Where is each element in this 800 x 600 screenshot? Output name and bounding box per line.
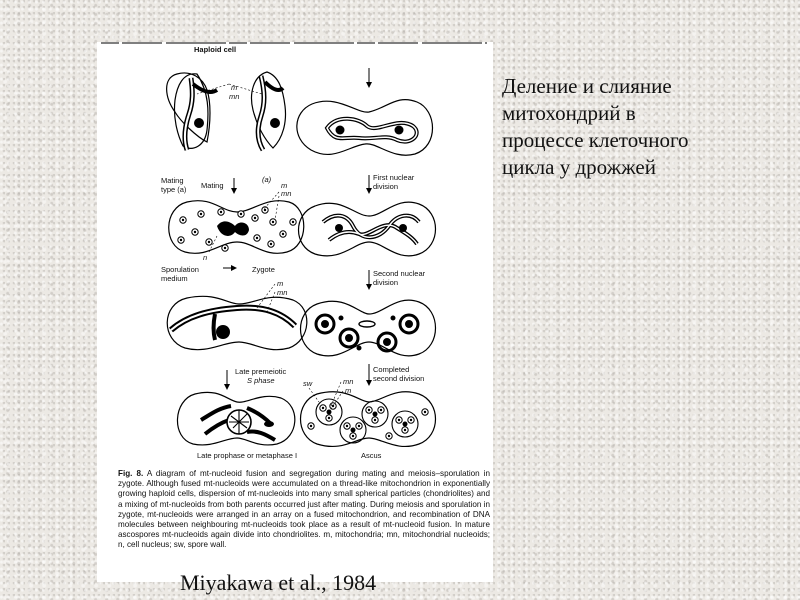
first-nuclear-label: First nuclear [373, 173, 415, 182]
label-n: n [203, 253, 208, 262]
slide-title-line-1: Деление и слияние [502, 74, 672, 98]
mating-label: Mating [201, 181, 224, 190]
slide-title-line-4: цикла у дрожжей [502, 155, 656, 179]
mating-type-label-2: type (a) [161, 185, 187, 194]
figure-panel [97, 42, 493, 582]
haploid-cell-label: Haploid cell [194, 45, 237, 54]
citation: Miyakawa et al., 1984 [180, 570, 377, 595]
label-mn-top: mn [229, 92, 240, 101]
label-m-3: m [277, 279, 284, 288]
late-prophase-drawing [177, 392, 294, 445]
label-mn-3: mn [277, 288, 288, 297]
ascus-label: Ascus [361, 451, 382, 460]
slide-title-line-3: процессе клеточного [502, 128, 689, 152]
late-premeiotic-label: Late premeiotic [235, 367, 287, 376]
first-division-drawing [299, 202, 436, 256]
second-division-drawing [301, 300, 436, 356]
figure-caption [118, 469, 490, 551]
mating-zygote-drawing [169, 192, 304, 253]
zygote-label: Zygote [252, 265, 275, 274]
second-division-label: division [373, 278, 399, 287]
s-phase-label: S phase [247, 376, 275, 385]
slide-title-line-2: митохондрий в [502, 101, 636, 125]
late-prophase-label: Late prophase or metaphase I [197, 451, 298, 460]
second-nuclear-label: Second nuclear [373, 269, 426, 278]
slide-title [502, 73, 762, 181]
label-a: (a) [262, 175, 272, 184]
cell-cycle-diagram [97, 42, 493, 472]
label-m-4: m [345, 386, 352, 395]
medium-label: medium [161, 274, 188, 283]
label-mn-4: mn [343, 377, 354, 386]
sporulation-label: Sporulation [161, 265, 199, 274]
completed-label: Completed [373, 365, 410, 374]
ascus-drawing [301, 382, 436, 446]
label-m-top: m [231, 83, 238, 92]
completed-division-label: second division [373, 374, 425, 383]
label-sw: sw [303, 379, 313, 388]
label-mn-2: mn [281, 189, 292, 198]
first-division-label: division [373, 182, 399, 191]
caption-fig-label: Fig. 8. [118, 469, 144, 478]
mating-type-label: Mating [161, 176, 184, 185]
haploid-cells-drawing [167, 72, 286, 150]
early-zygote-drawing [297, 68, 433, 155]
label-m-2: m [281, 181, 288, 190]
caption-text: A diagram of mt-nucleoid fusion and segregation during mating and meiosis–sporulation in zygote. Although fused mt-nucleoids were accumulated on a thread-like mitochondrion in exponentially growing haploid cells, dispersion of mt-nucleoids into many small spherical particles (chondriolites) and a mixing of mt-nucleoids from both parents occurred just after mating. During meiosis and sporulation in zygote, mt-nucleoids were arranged in an array on a fused mitochondrion, and recombination of DNA molecules between neighbouring mt-nucleoids took place as a result of mt-nucleoid fusion. In mature ascospores mt-nucleoids again divide into chondriolites. m, mitochondria; mn, mitochondrial nucleoids; n, cell nucleus; sw, spore wall. [118, 469, 490, 550]
